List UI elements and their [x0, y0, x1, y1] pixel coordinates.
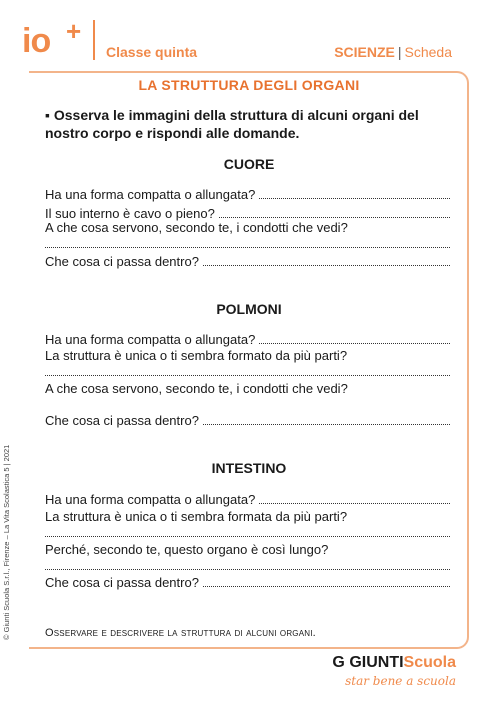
answer-line[interactable] — [45, 235, 450, 253]
instruction: ▪ Osserva le immagini della struttura di alcuni organi del nostro corpo e rispondi alle domande. — [45, 107, 419, 141]
answer-line[interactable] — [45, 524, 450, 542]
brand-tagline: star bene a scuola — [345, 674, 456, 688]
brand-giunti: GIUNTI — [349, 654, 404, 671]
question-text: Ha una forma compatta o allungata? — [45, 187, 256, 202]
question-line — [45, 380, 450, 398]
dotted-line — [259, 186, 450, 199]
subject-label — [334, 44, 452, 60]
subject-separator: | — [397, 44, 402, 60]
learning-objective: Osservare e descrivere la struttura di alcuni organi. — [45, 627, 316, 639]
answer-line[interactable] — [45, 412, 450, 430]
dotted-line — [45, 235, 450, 248]
copyright-notice: © Giunti Scuola S.r.l., Firenze – La Vita Scolastica 5 | 2021 — [2, 444, 11, 640]
question-text: La struttura è unica o ti sembra formata da più parti? — [45, 509, 348, 524]
dotted-line — [203, 253, 450, 266]
dotted-line — [45, 524, 450, 537]
question-text: Perché, secondo te, questo organo è così lungo? — [45, 542, 329, 557]
worksheet-title: LA STRUTTURA DEGLI ORGANI — [138, 77, 360, 93]
question-text: Che cosa ci passa dentro? — [45, 254, 199, 269]
giunti-g-icon: G — [332, 654, 345, 671]
section-title-polmoni: POLMONI — [216, 301, 282, 317]
question-text: Che cosa ci passa dentro? — [45, 413, 199, 428]
question-text: A che cosa servono, secondo te, i condotti che vedi? — [45, 381, 348, 396]
answer-line[interactable] — [45, 491, 450, 509]
answer-line[interactable] — [45, 186, 450, 204]
class-label: Classe quinta — [106, 44, 198, 60]
dotted-line — [259, 331, 450, 344]
question-text: Che cosa ci passa dentro? — [45, 575, 199, 590]
question-text: La struttura è unica o ti sembra formato da più parti? — [45, 348, 348, 363]
dotted-line — [203, 574, 450, 587]
dotted-line — [203, 412, 450, 425]
brand-scuola: Scuola — [403, 654, 456, 671]
question-text: Il suo interno è cavo o pieno? — [45, 206, 215, 221]
answer-line[interactable] — [45, 574, 450, 592]
logo-plus-icon: + — [66, 16, 82, 46]
dotted-line — [45, 557, 450, 570]
giunti-scuola-brand — [332, 654, 456, 672]
dotted-line — [45, 363, 450, 376]
answer-line[interactable] — [45, 363, 450, 381]
sheet-type: Scheda — [404, 44, 452, 60]
io-plus-logo: io — [22, 22, 51, 60]
subject-name: SCIENZE — [334, 44, 395, 60]
question-text: A che cosa servono, secondo te, i condotti che vedi? — [45, 220, 348, 235]
question-text: Ha una forma compatta o allungata? — [45, 332, 256, 347]
answer-line[interactable] — [45, 557, 450, 575]
answer-line[interactable] — [45, 253, 450, 271]
dotted-line — [219, 205, 450, 218]
section-title-intestino: INTESTINO — [211, 460, 287, 476]
question-text: Ha una forma compatta o allungata? — [45, 492, 256, 507]
title-bar — [29, 71, 469, 105]
section-title-cuore: CUORE — [223, 156, 275, 172]
dotted-line — [259, 491, 450, 504]
header-divider — [93, 20, 95, 60]
